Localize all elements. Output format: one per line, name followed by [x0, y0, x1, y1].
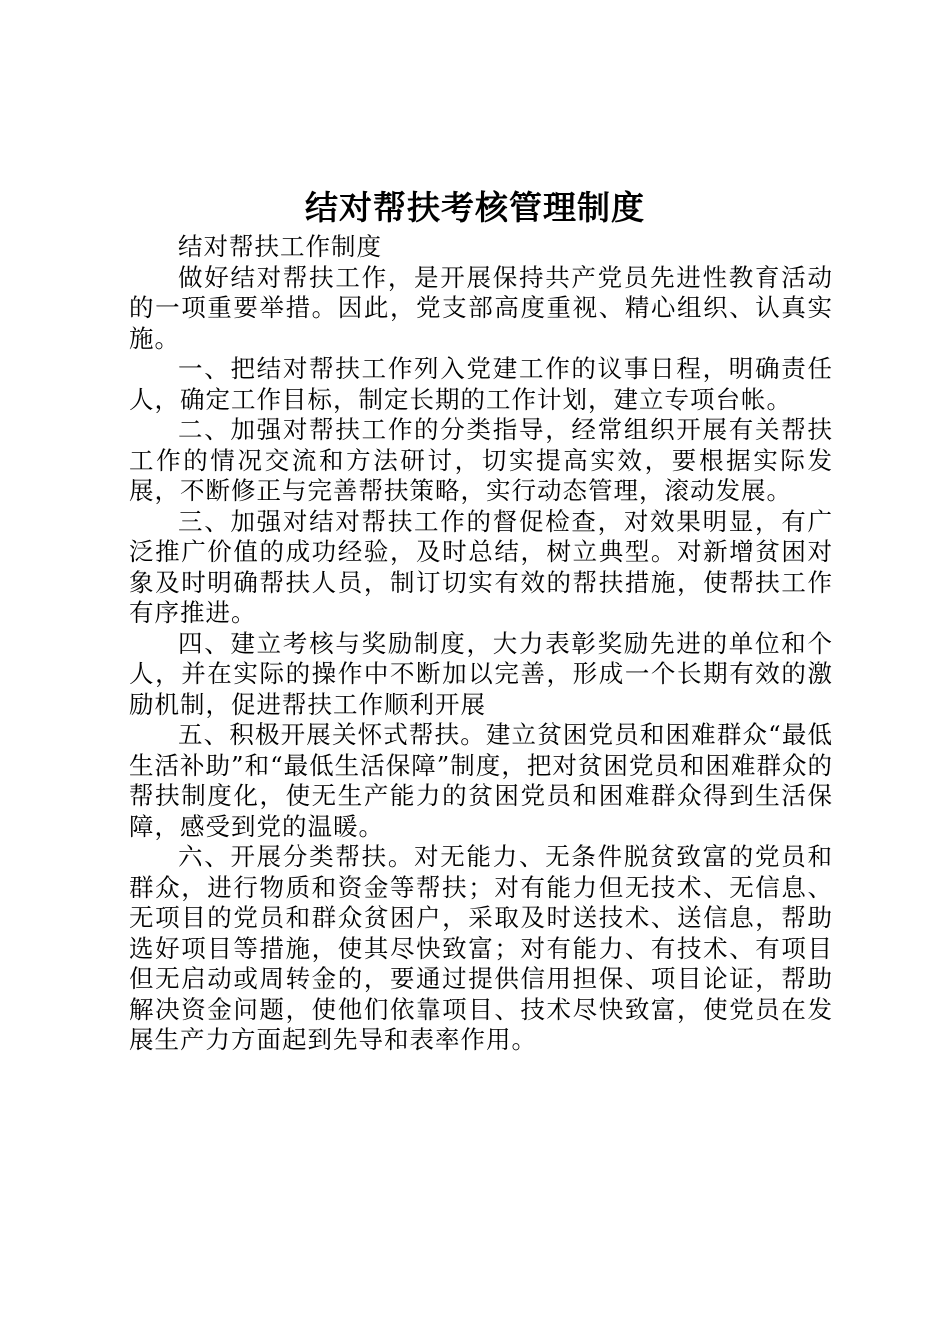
paragraph-item-6: 六、开展分类帮扶。对无能力、无条件脱贫致富的党员和群众，进行物质和资金等帮扶；对有能力但无技术、无信息、无项目的党员和群众贫困户，采取及时送技术、送信息，帮助选好项目等措施，使其尽快致富；对有能力、有技术、有项目但无启动或周转金的，要通过提供信用担保、项目论证，帮助解决资金问题，使他们依靠项目、技术尽快致富，使党员在发展生产力方面起到先导和表率作用。	[129, 842, 833, 1054]
paragraph-item-3: 三、加强对结对帮扶工作的督促检查，对效果明显，有广泛推广价值的成功经验，及时总结，树立典型。对新增贫困对象及时明确帮扶人员，制订切实有效的帮扶措施，使帮扶工作有序推进。	[129, 506, 833, 627]
document-title: 结对帮扶考核管理制度	[305, 188, 645, 227]
paragraph-heading: 结对帮扶工作制度	[178, 232, 382, 261]
document-body	[129, 232, 833, 1056]
paragraph-item-2: 二、加强对帮扶工作的分类指导，经常组织开展有关帮扶工作的情况交流和方法研讨，切实提高实效，要根据实际发展，不断修正与完善帮扶策略，实行动态管理，滚动发展。	[129, 415, 833, 505]
paragraph-item-5: 五、积极开展关怀式帮扶。建立贫困党员和困难群众“最低生活补助”和“最低生活保障”制度，把对贫困党员和困难群众的帮扶制度化，使无生产能力的贫困党员和困难群众得到生活保障，感受到党的温暖。	[129, 720, 833, 841]
paragraph-item-4: 四、建立考核与奖励制度，大力表彰奖励先进的单位和个人，并在实际的操作中不断加以完善，形成一个长期有效的激励机制，促进帮扶工作顺利开展	[129, 628, 833, 719]
paragraph-item-1: 一、把结对帮扶工作列入党建工作的议事日程，明确责任人，确定工作目标，制定长期的工作计划，建立专项台帐。	[129, 354, 833, 414]
paragraph-intro: 做好结对帮扶工作，是开展保持共产党员先进性教育活动的一项重要举措。因此，党支部高度重视、精心组织、认真实施。	[129, 262, 833, 353]
